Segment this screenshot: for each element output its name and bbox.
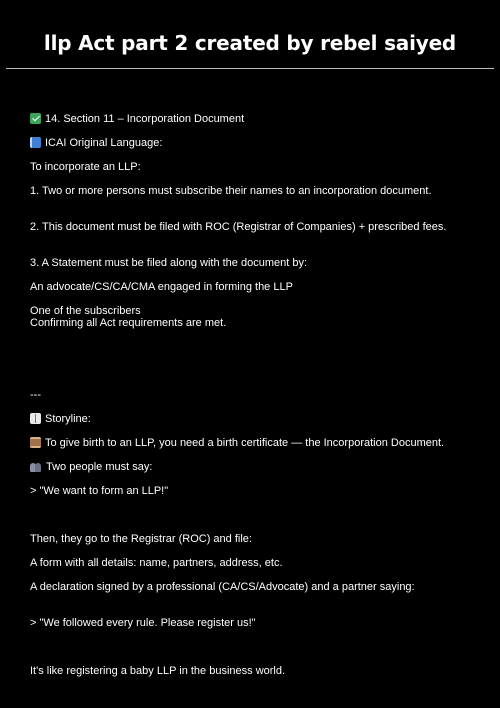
scroll-icon (30, 437, 41, 448)
section-divider: --- (30, 389, 41, 401)
icai-heading (30, 137, 162, 150)
intro-text: To incorporate an LLP: (30, 161, 141, 173)
point-1: 1. Two or more persons must subscribe their names to an incorporation document. (30, 185, 432, 197)
closing-text: It's like registering a baby LLP in the business world. (30, 665, 286, 677)
story-birth (30, 437, 444, 450)
section-heading (30, 113, 244, 126)
story-two-people-text: Two people must say: (46, 461, 153, 473)
page-title: llp Act part 2 created by rebel saiyed (43, 31, 457, 55)
story-birth-text: To give birth to an LLP, you need a birth certificate — the Incorporation Document. (45, 437, 445, 449)
story-declaration: A declaration signed by a professional (CA/CS/Advocate) and a partner saying: (30, 581, 415, 593)
title-divider (6, 68, 494, 69)
point-3-subscriber: One of the subscribers (30, 305, 141, 317)
storyline-heading (30, 413, 91, 426)
storyline-heading-text: Storyline: (45, 413, 91, 425)
section-heading-text: 14. Section 11 – Incorporation Document (45, 113, 245, 125)
story-two-people (30, 461, 152, 474)
blue-book-icon (30, 137, 41, 148)
quote-register-us: > "We followed every rule. Please register us!" (30, 617, 256, 629)
story-form: A form with all details: name, partners, address, etc. (30, 557, 283, 569)
point-3: 3. A Statement must be filed along with the document by: (30, 257, 307, 269)
icai-heading-text: ICAI Original Language: (45, 137, 163, 149)
point-2: 2. This document must be filed with ROC (Registrar of Companies) + prescribed fees. (30, 221, 447, 233)
check-mark-button-icon (30, 113, 41, 124)
two-people-icon (30, 461, 42, 472)
story-registrar: Then, they go to the Registrar (ROC) and file: (30, 533, 252, 545)
point-3-advocate: An advocate/CS/CA/CMA engaged in forming the LLP (30, 281, 293, 293)
point-3-confirming: Confirming all Act requirements are met. (30, 317, 227, 329)
quote-form-llp: > "We want to form an LLP!" (30, 485, 169, 497)
open-book-icon (30, 413, 41, 424)
